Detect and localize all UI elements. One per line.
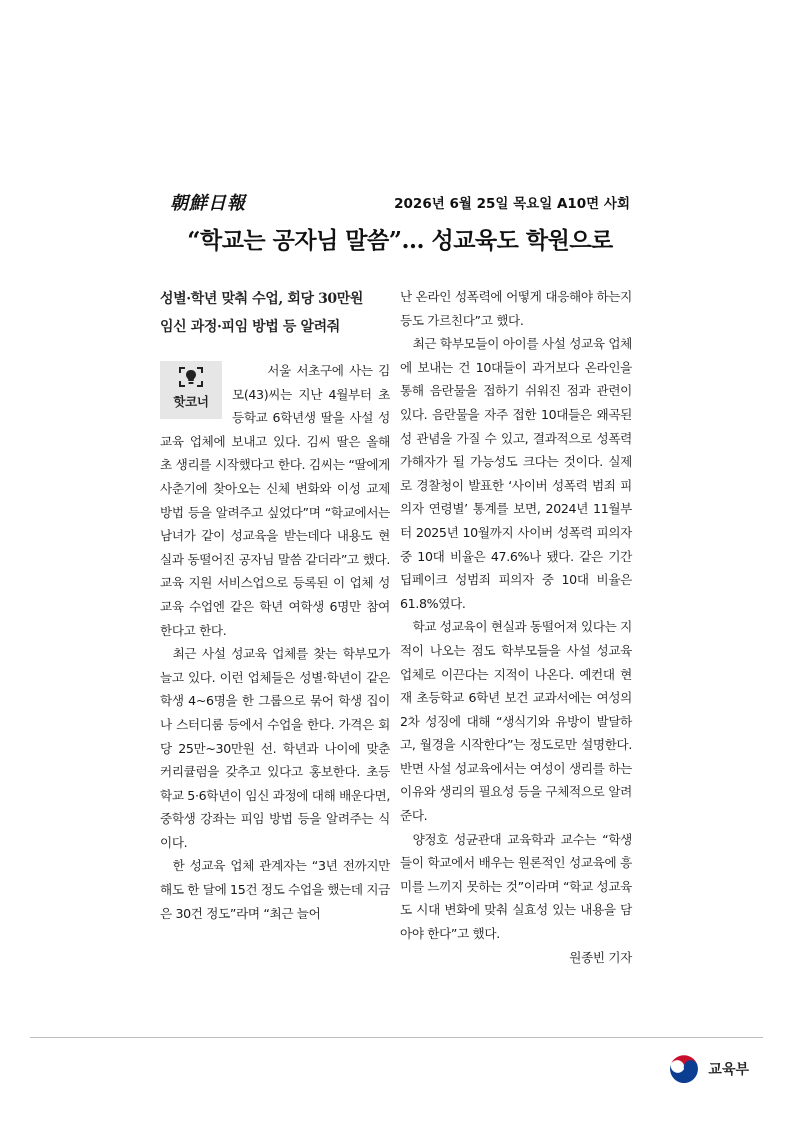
ministry-name: 교육부 xyxy=(708,1062,749,1078)
footer-divider xyxy=(30,1037,763,1038)
masthead xyxy=(170,188,630,216)
article-byline: 원종빈 기자 xyxy=(569,949,632,965)
newspaper-logo: 朝鮮日報 xyxy=(170,193,246,214)
body-paragraph: 최근 사설 성교육 업체를 찾는 학부모가 늘고 있다. 이런 업체들은 성별·학년이 같은 학생 4~6명을 한 그룹으로 묶어 학생 집이나 스터디룸 등에서 수업을 한다. 가격은 회당 25만~30만원 선. 학년과 나이에 맞춘 커리큘럼을 갖추고 있다고 홍보한다. 초등학교 5·6학년이 임신 과정에 대해 배운다면, 중학생 강좌는 피임 방법 등을 알려주는 식이다. xyxy=(160,646,390,850)
lightbulb-focus-icon xyxy=(178,366,204,388)
body-paragraph: 양정호 성균관대 교육학과 교수는 “학생들이 학교에서 배우는 원론적인 성교육에 흥미를 느끼지 못하는 것”이라며 “학교 성교육도 시대 변화에 맞춰 실효성 있는 내용을 담아야 한다”고 했다. xyxy=(400,831,632,942)
body-paragraph: 서울 서초구에 사는 김모(43)씨는 지난 4월부터 초등학교 6학년생 딸을 사설 성교육 업체에 보내고 있다. 김씨 딸은 올해 초 생리를 시작했다고 한다. 김씨는 “딸에게 사춘기에 찾아오는 신체 변화와 이성 교제 방법 등을 알려주고 싶었다”며 “학교에서는 남녀가 같이 성교육을 받는데다 내용도 현실과 동떨어진 공자님 말씀 같더라”고 했다. 교육 지원 서비스업으로 등록된 이 업체 성교육 수업엔 같은 학년 여학생 6명만 참여한다고 한다. xyxy=(160,363,390,638)
body-paragraph: 한 성교육 업체 관계자는 “3년 전까지만 해도 한 달에 15건 정도 수업을 했는데 지금은 30건 정도”라며 “최근 늘어 xyxy=(160,858,390,921)
ministry-logo xyxy=(666,1051,749,1087)
body-paragraph: 최근 학부모들이 아이를 사설 성교육 업체에 보내는 건 10대들이 과거보다 온라인을 통해 음란물을 접하기 쉬워진 점과 관련이 있다. 음란물을 자주 접한 10대들은 왜곡된 성 관념을 가질 수 있고, 결과적으로 성폭력 가해자가 될 가능성도 크다는 것이다. 실제로 경찰청이 발표한 ‘사이버 성폭력 범죄 피의자 연령별’ 통계를 보면, 2024년 11월부터 2025년 10월까지 사이버 성폭력 피의자 중 10대 비율은 47.6%나 됐다. 같은 기간 딥페이크 성범죄 피의자 중 10대 비율은 61.8%였다. xyxy=(400,336,632,611)
article-headline: “학교는 공자님 말씀”… 성교육도 학원으로 xyxy=(187,227,613,254)
article-subheadline xyxy=(160,285,390,341)
subheadline-line-2: 임신 과정·피임 방법 등 알려줘 xyxy=(160,319,340,335)
subheadline-line-1: 성별·학년 맞춰 수업, 회당 30만원 xyxy=(160,291,364,307)
article-column-right xyxy=(400,285,632,969)
body-paragraph: 학교 성교육이 현실과 동떨어져 있다는 지적이 나오는 점도 학부모들을 사설 성교육 업체로 이끈다는 지적이 나온다. 예컨대 현재 초등학교 6학년 보건 교과서에는 여성의 2차 성징에 대해 “생식기와 유방이 발달하고, 월경을 시작한다”는 정도로만 설명한다. 반면 사설 성교육에서는 여성이 생리를 하는 이유와 생리의 필요성 등을 구체적으로 알려준다. xyxy=(400,619,632,824)
hot-corner-badge xyxy=(160,361,222,419)
taegeuk-emblem-icon xyxy=(666,1051,702,1087)
publication-dateline: 2026년 6월 25일 목요일 A10면 사회 xyxy=(394,196,630,212)
article-column-left xyxy=(160,285,390,925)
body-paragraph: 난 온라인 성폭력에 어떻게 대응해야 하는지 등도 가르친다”고 했다. xyxy=(400,289,632,328)
badge-label: 핫코너 xyxy=(173,394,209,410)
